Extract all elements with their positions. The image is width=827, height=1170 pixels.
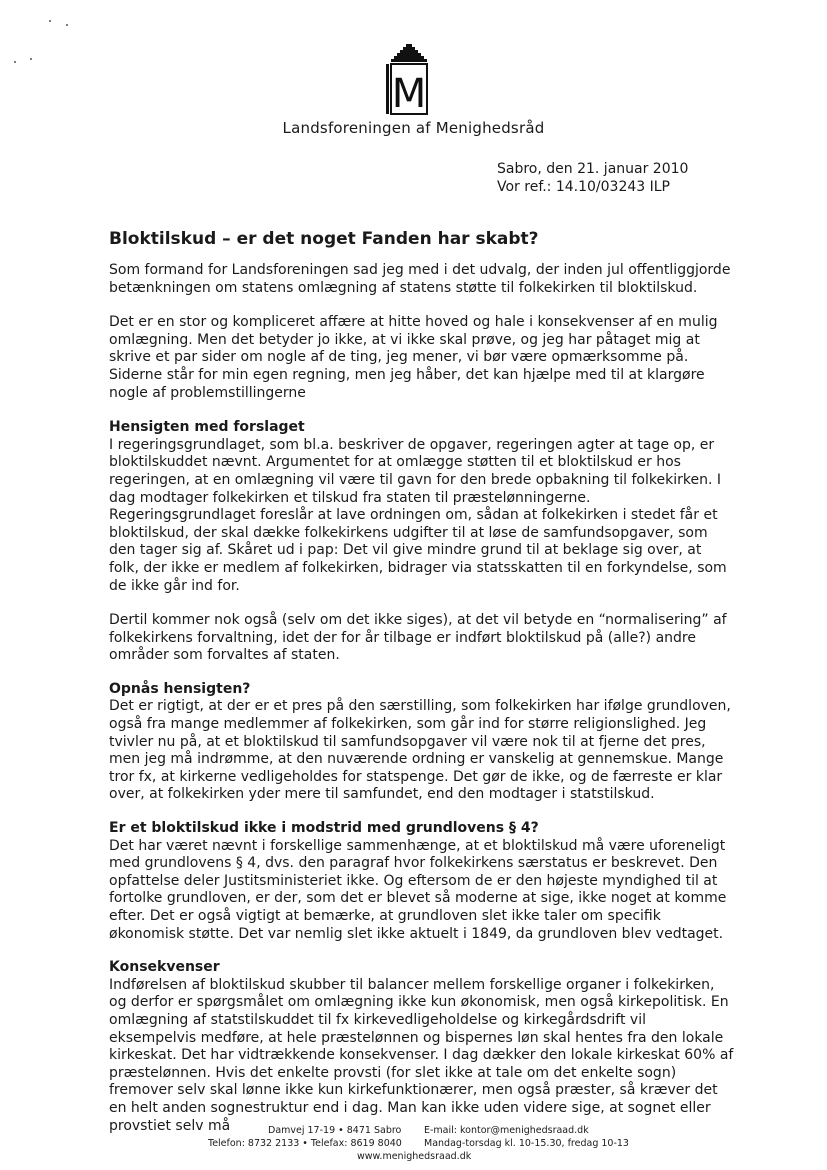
date-reference-block (497, 160, 688, 196)
scan-speck (14, 61, 16, 63)
section-paragraph: Det har været nævnt i forskellige sammenhænge, at et bloktilskud må være uforeneligt med grundlovens § 4, dvs. den paragraf hvor folkekirkens særstatus er beskrevet. Den opfattelse deler Justitsministeriet ikke. Og eftersom de er den højeste myndighed til at fortolke grundloven, er der, som det er blevet så moderne at sige, ikke noget at komme efter. Det er også vigtigt at bemærke, at grundloven slet ikke taler om specifik økonomisk støtte. Det var nemlig slet ikke aktuelt i 1849, da grundloven blev vedtaget. (109, 837, 727, 942)
section-paragraph: Det er rigtigt, at der er et pres på den særstilling, som folkekirken har ifølge grundloven, også fra mange medlemmer af folkekirken, som går ind for større religionslighed. Jeg tvivler nu på, at et bloktilskud til samfundsopgaver vil være nok til at fjerne det pres, men jeg må indrømme, at den nuværende ordning er vanskelig at gennemskue. Mange tror fx, at kirkerne vedligeholdes for statspenge. Det gør de ikke, og de færreste er klar over, at folkekirken yder mere til samfundet, end den modtager i statstilskud. (109, 698, 731, 803)
logo-letter: M (391, 71, 427, 116)
section-opnaas (109, 681, 734, 804)
footer-phone: Telefon: 8732 2133 • Telefax: 8619 8040 (208, 1138, 402, 1149)
section-heading: Konsekvenser (109, 959, 220, 976)
scan-speck (30, 58, 32, 60)
letter-title: Bloktilskud – er det noget Fanden har skabt? (109, 229, 539, 249)
section-paragraph: Indførelsen af bloktilskud skubber til balancer mellem forskellige organer i folkekirken, og derfor er spørgsmålet om omlægning ikke kun økonomisk, men også kirkepolitisk. En omlægning af statstilskuddet til fx kirkevedligeholdelse og kirkegårdsdrift vil eksempelvis medføre, at hele præstelønnen og bispernes løn skal hentes fra den lokale kirkeskat. Det har vidtrækkende konsekvenser. I dag dækker den lokale kirkeskat 60% af præstelønnen. Hvis det enkelte provsti (for slet ikke at tale om det enkelte sogn) fremover selv skal lønne ikke kun kirkefunktionærer, men også præster, så kræver det en helt anden sognestruktur end i dag. Man kan ikke uden videre sige, at sognet eller provstiet selv må (109, 976, 734, 1134)
menighedsraad-logo-icon (384, 44, 434, 116)
date-line: Sabro, den 21. januar 2010 (497, 161, 689, 177)
section-hensigten (109, 419, 734, 665)
scan-speck (66, 24, 68, 26)
footer-email: E-mail: kontor@menighedsraad.dk (424, 1125, 589, 1136)
reference-line: Vor ref.: 14.10/03243 ILP (497, 179, 671, 195)
section-paragraph: Dertil kommer nok også (selv om det ikke siges), at det vil betyde en “normalisering” af folkekirkens forvaltning, idet der for år tilbage er indført bloktilskud på (alle?) andre områder som forvaltes af staten. (109, 612, 727, 664)
scan-speck (49, 20, 51, 22)
section-heading: Er et bloktilskud ikke i modstrid med grundlovens § 4? (109, 820, 539, 837)
letter-body (109, 262, 734, 1151)
intro-paragraph: Det er en stor og kompliceret affære at hitte hoved og hale i konsekvenser af en mulig omlægning. Men det betyder jo ikke, at vi ikke skal prøve, og jeg har påtaget mig at skrive et par sider om nogle af de ting, jeg mener, vi bør være opmærksomme på. Siderne står for min egen regning, men jeg håber, det kan hjælpe med til at klargøre nogle af problemstillingerne (109, 314, 718, 401)
footer-website-link[interactable]: www.menighedsraad.dk (357, 1151, 472, 1162)
section-konsekvenser (109, 959, 734, 1135)
organization-name: Landsforeningen af Menighedsråd (282, 119, 545, 137)
footer-hours: Mandag-torsdag kl. 10-15.30, fredag 10-13 (424, 1138, 629, 1149)
section-heading: Hensigten med forslaget (109, 419, 305, 436)
section-heading: Opnås hensigten? (109, 680, 251, 697)
intro-paragraph: Som formand for Landsforeningen sad jeg med i det udvalg, der inden jul offentliggjorde betænkningen om statens omlægning af statens støtte til folkekirken til bloktilskud. (109, 262, 731, 296)
section-grundlov (109, 820, 734, 943)
section-paragraph: I regeringsgrundlaget, som bl.a. beskriver de opgaver, regeringen agter at tage op, er bloktilskuddet nævnt. Argumentet for at omlægge støtten til et bloktilskud er hos regeringen, at en omlægning vil være til gavn for den brede opbakning til folkekirken. I dag modtager folkekirken et tilskud fra staten til præstelønningerne. Regeringsgrundlaget foreslår at lave ordningen om, sådan at folkekirken i stedet får et bloktilskud, der skal dække folkekirkens udgifter til at løse de samfundsopgaver, som den tager sig af. Skåret ud i pap: Det vil give mindre grund til at beklage sig over, at folk, der ikke er medlem af folkekirken, bidrager via statsskatten til en forkyndelse, som de ikke går ind for. (109, 436, 727, 594)
footer-address: Damvej 17-19 • 8471 Sabro (268, 1125, 402, 1136)
